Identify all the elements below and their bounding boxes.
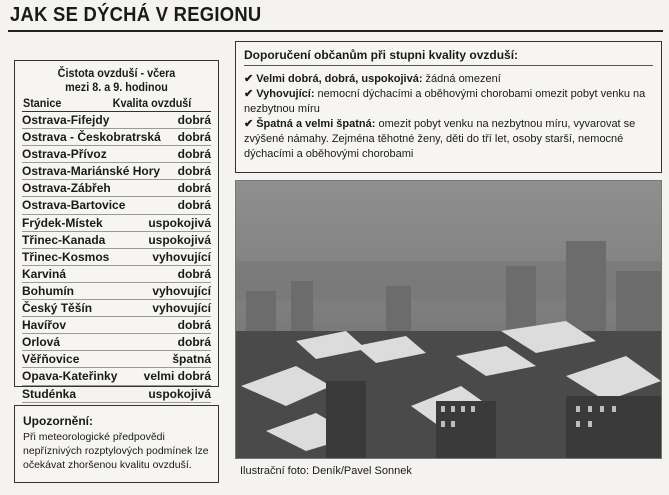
station-row xyxy=(22,129,211,146)
advice-text: žádná omezení xyxy=(422,73,501,85)
station-row xyxy=(22,197,211,214)
station-quality: dobrá xyxy=(177,181,211,196)
station-name: Havířov xyxy=(22,318,67,333)
advice-item xyxy=(244,87,653,117)
station-quality: vyhovující xyxy=(152,249,211,264)
station-table-box xyxy=(14,60,219,401)
station-name: Ostrava-Mariánské Hory xyxy=(22,164,161,179)
station-quality: dobrá xyxy=(177,147,211,162)
checkmark-icon: ✔ xyxy=(244,118,254,130)
station-name: Ostrava-Fifejdy xyxy=(22,113,110,127)
advice-text: omezit pobyt venku na nezbytnou míru, vyvarovat se zvýšené námahy. Zejména těhotné ženy, děti do tří let, osoby starší, nemocné dýchacími a oběhovými chorobami xyxy=(244,118,636,160)
station-quality: vyhovující xyxy=(152,283,211,298)
photo-caption: Ilustrační foto: Deník/Pavel Sonnek xyxy=(240,465,412,477)
station-name: Karviná xyxy=(22,266,67,281)
station-row xyxy=(22,300,211,317)
advice-rule xyxy=(244,65,653,66)
station-name: Ostrava-Přívoz xyxy=(22,147,107,162)
station-list xyxy=(22,112,211,403)
station-name: Třinec-Kosmos xyxy=(22,249,110,264)
station-table-heading-2: mezi 8. a 9. hodinou xyxy=(65,80,168,94)
station-name: Český Těšín xyxy=(22,301,93,316)
warning-text: Při meteorologické předpovědi nepříznivých rozptylových podmínek lze očekávat zhoršenou kvalitu ovzduší. xyxy=(23,431,209,471)
checkmark-icon: ✔ xyxy=(244,73,254,85)
station-name: Studénka xyxy=(22,386,77,401)
station-quality: dobrá xyxy=(177,318,211,333)
station-name: Ostrava - Českobratrská xyxy=(22,130,161,145)
station-row xyxy=(22,112,211,129)
station-quality: dobrá xyxy=(177,113,211,127)
station-name: Bohumín xyxy=(22,283,74,298)
station-quality: uspokojivá xyxy=(148,386,211,401)
station-quality: velmi dobrá xyxy=(143,369,211,384)
checkmark-icon: ✔ xyxy=(244,88,254,100)
station-row xyxy=(22,368,211,385)
station-row xyxy=(22,249,211,266)
advice-label: Velmi dobrá, dobrá, uspokojivá: xyxy=(256,73,423,85)
station-row xyxy=(22,215,211,232)
advice-item xyxy=(244,72,653,87)
station-row xyxy=(22,351,211,368)
station-quality: vyhovující xyxy=(152,301,211,316)
station-name: Frýdek-Místek xyxy=(22,215,103,230)
station-row xyxy=(22,317,211,334)
station-name: Ostrava-Zábřeh xyxy=(22,181,111,196)
col-quality: Kvalita ovzduší xyxy=(112,96,192,110)
station-quality: dobrá xyxy=(177,266,211,281)
station-name: Ostrava-Bartovice xyxy=(22,198,126,213)
station-row xyxy=(22,334,211,351)
station-row xyxy=(22,146,211,163)
station-quality: dobrá xyxy=(177,335,211,350)
advice-item xyxy=(244,117,653,162)
station-quality: špatná xyxy=(172,352,211,367)
station-quality: uspokojivá xyxy=(148,215,211,230)
page-title: JAK SE DÝCHÁ V REGIONU xyxy=(10,4,262,26)
title-divider xyxy=(8,30,663,32)
station-name: Věřňovice xyxy=(22,352,80,367)
station-row xyxy=(22,163,211,180)
advice-list xyxy=(236,72,661,162)
station-row xyxy=(22,232,211,249)
warning-title: Upozornění: xyxy=(23,414,93,428)
advice-label: Vyhovující: xyxy=(256,88,315,100)
station-quality: dobrá xyxy=(177,164,211,179)
station-row xyxy=(22,386,211,403)
station-row xyxy=(22,180,211,197)
advice-label: Špatná a velmi špatná: xyxy=(256,118,376,130)
city-smog-photo xyxy=(235,180,662,459)
station-row xyxy=(22,266,211,283)
station-quality: dobrá xyxy=(177,130,211,145)
warning-box xyxy=(14,405,219,483)
station-quality: uspokojivá xyxy=(148,232,211,247)
station-table-heading-1: Čistota ovzduší - včera xyxy=(57,66,176,80)
station-name: Orlová xyxy=(22,335,61,350)
station-table-header xyxy=(23,96,191,110)
advice-box xyxy=(235,41,662,173)
col-station: Stanice xyxy=(23,96,62,110)
station-name: Třinec-Kanada xyxy=(22,232,106,247)
station-quality: dobrá xyxy=(177,198,211,213)
station-name: Opava-Kateřinky xyxy=(22,369,118,384)
advice-text: nemocní dýchacími a oběhovými chorobami omezit pobyt venku na nezbytnou míru xyxy=(244,88,646,115)
station-row xyxy=(22,283,211,300)
advice-title: Doporučení občanům při stupni kvality ovzduší: xyxy=(244,48,519,62)
